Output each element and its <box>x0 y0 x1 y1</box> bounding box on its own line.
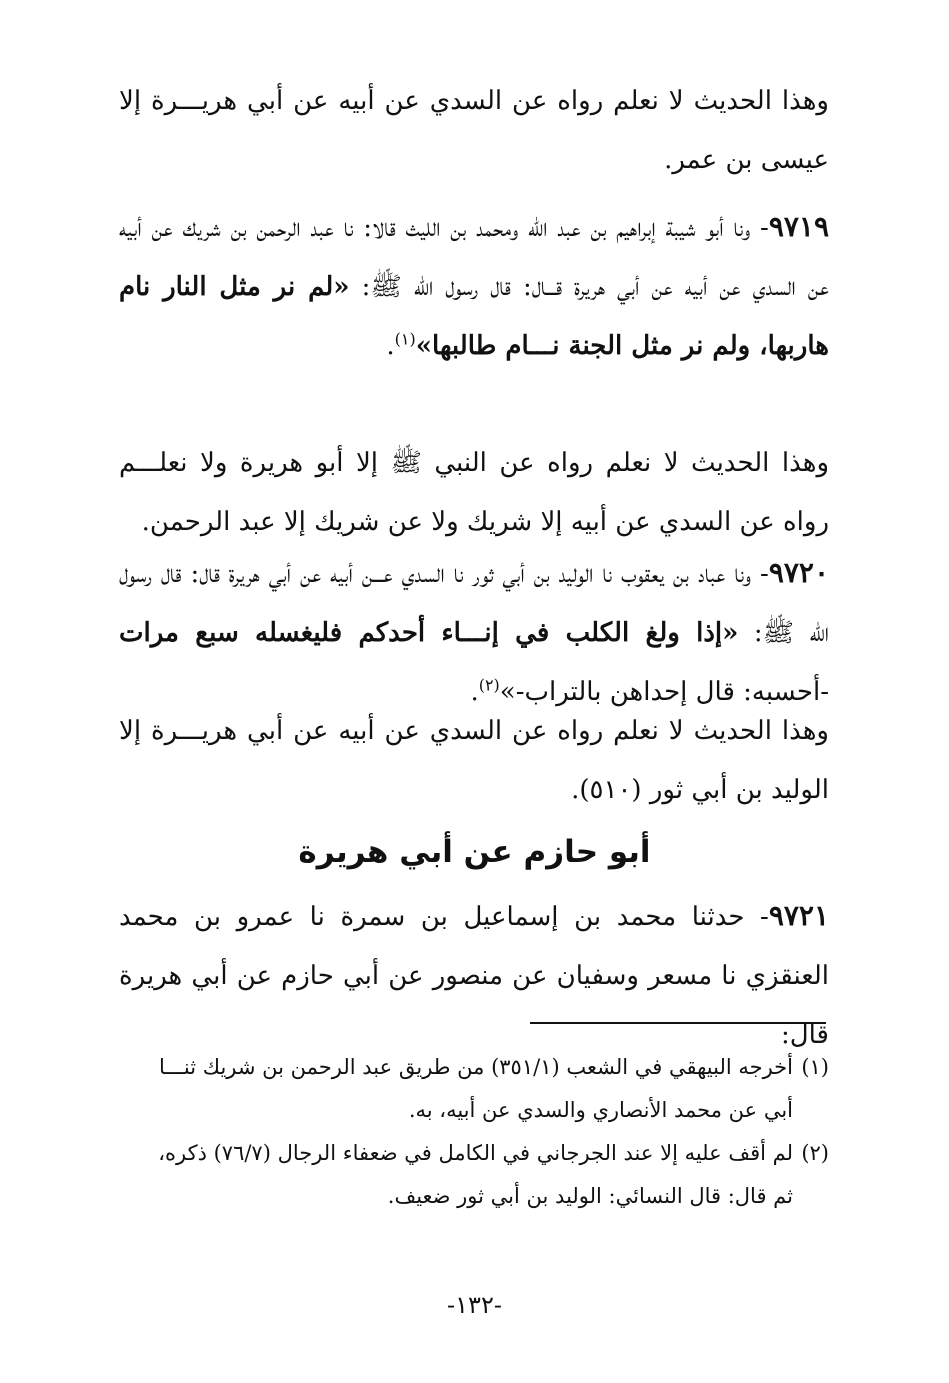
footnote-line: أخرجه البيهقي في الشعب (٣٥١/١) من طريق عبد الرحمن بن شريك ثنـــا <box>159 1055 793 1079</box>
hadith-end: . <box>386 331 395 361</box>
paragraph-1 <box>119 72 829 190</box>
footnote-separator <box>530 1022 826 1024</box>
paragraph-3-text: وهذا الحديث لا نعلم رواه عن النبي ﷺ إلا أبو هريرة ولا نعلـــم رواه عن السدي عن أبيه إلا شريك ولا عن شريك إلا عبد الرحمن. <box>119 448 829 537</box>
hadith-text: - حدثنا محمد بن إسماعيل بن سمرة نا عمرو بن محمد العنقزي نا مسعر وسفيان عن منصور عن أبي حازم عن أبي هريرة قال: <box>119 902 829 1050</box>
hadith-quote: «لم نر مثل النار نام هاربها، ولم نر مثل الجنة نـــام طالبها» <box>119 272 829 361</box>
footnote-1 <box>119 1046 829 1132</box>
hadith-text: - ونا أبو شيبة إبراهيم بن عبد الله ومحمد بن الليث قالا: نا عبد الرحمن بن شريك عن أبيه عن السدي عن أبيه عن أبي هريرة قـــال: قال رسول الله ﷺ: <box>119 213 829 302</box>
footnote-line: ثم قال: قال النسائي: الوليد بن أبي ثور ضعيف. <box>387 1184 793 1208</box>
footnote-2 <box>119 1132 829 1218</box>
hadith-quote: «إذا ولغ الكلب في إنـــاء أحدكم فليغسله سبع مرات <box>119 618 739 648</box>
hadith-9719 <box>119 197 829 376</box>
paragraph-5-text: وهذا الحديث لا نعلم رواه عن السدي عن أبيه عن أبي هريـــرة إلا الوليد بن أبي ثور (٥١٠). <box>119 716 829 805</box>
footnote-ref-1[interactable]: (١) <box>394 329 416 349</box>
hadith-9720 <box>119 543 829 722</box>
paragraph-5 <box>119 702 829 820</box>
footnote-line: لم أقف عليه إلا عند الجرجاني في الكامل في ضعفاء الرجال (٧٦/٧) ذكره، <box>158 1141 793 1165</box>
footnote-mark: (٢) <box>801 1141 829 1165</box>
hadith-number: ٩٧٢٠ <box>768 556 829 589</box>
hadith-quote-tail: -أحسبه: قال إحداهن بالتراب-» <box>499 677 829 707</box>
hadith-text: - ونا عباد بن يعقوب نا الوليد بن أبي ثور نا السدي عـــن أبيه عن أبي هريرة قال: قال رسول الله ﷺ: <box>119 559 829 648</box>
paragraph-1-text: وهذا الحديث لا نعلم رواه عن السدي عن أبيه عن أبي هريـــرة إلا عيسى بن عمر. <box>119 86 829 175</box>
footnote-line: أبي عن محمد الأنصاري والسدي عن أبيه، به. <box>408 1098 793 1122</box>
section-heading: أبو حازم عن أبي هريرة <box>298 834 651 870</box>
hadith-number: ٩٧١٩ <box>768 210 829 243</box>
paragraph-3 <box>119 434 829 552</box>
hadith-end: . <box>470 677 479 707</box>
footnote-mark: (١) <box>801 1055 829 1079</box>
hadith-9721 <box>119 886 829 1065</box>
hadith-number: ٩٧٢١ <box>768 899 829 932</box>
footnote-ref-2[interactable]: (٢) <box>478 675 500 695</box>
page-number: -١٣٢- <box>447 1291 502 1319</box>
